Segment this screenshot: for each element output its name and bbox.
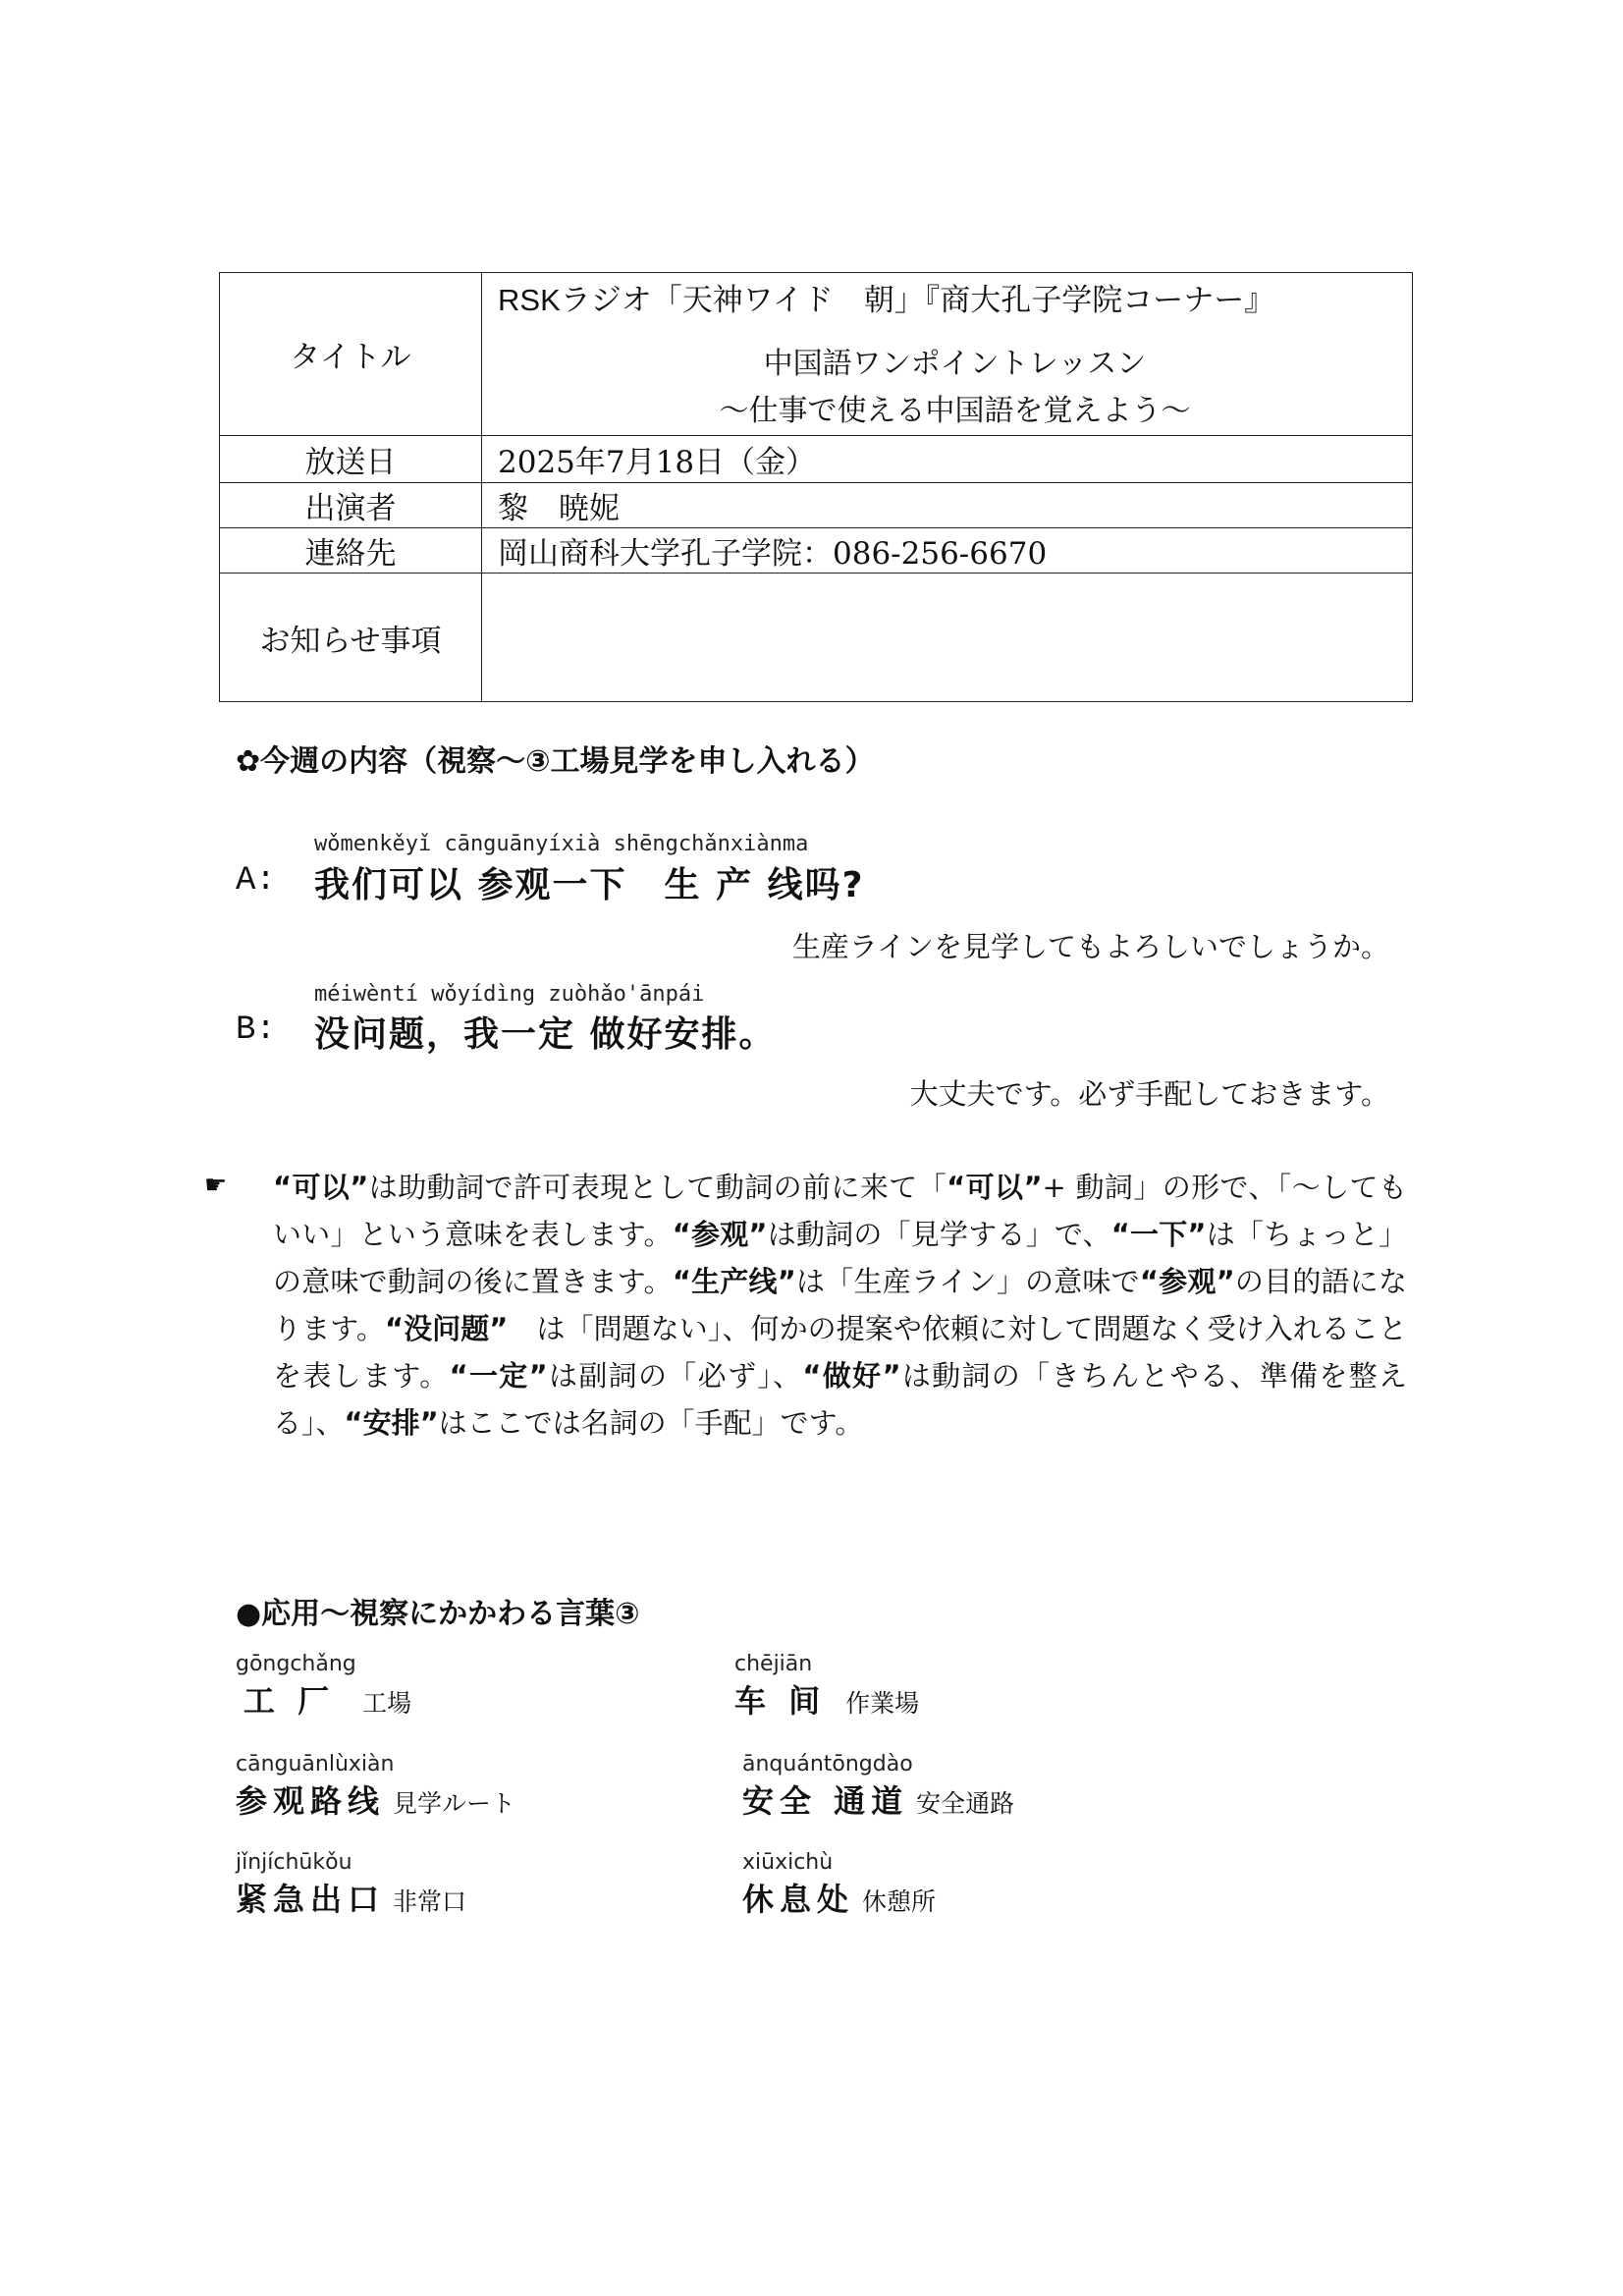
table-row bbox=[220, 436, 1413, 483]
table-row bbox=[220, 574, 1413, 702]
dialogue-a-chinese: 我们可以 参观一下 生 产 线吗? bbox=[314, 865, 865, 905]
vocab-japanese: 見学ルート bbox=[393, 1789, 516, 1818]
vocab-chinese: 参观路线 bbox=[236, 1782, 386, 1820]
table-row bbox=[220, 273, 1413, 436]
explanation-segment: は「生産ライン」の意味で bbox=[795, 1265, 1140, 1298]
dialogue-a-speaker: A: bbox=[236, 862, 276, 900]
explanation-segment: は「ちょっと」の意味で動詞の後に置きます。 bbox=[273, 1218, 1408, 1298]
keyword: “一定” bbox=[449, 1359, 548, 1393]
info-table bbox=[219, 272, 1413, 702]
notice-value bbox=[482, 574, 1413, 702]
vocab-chinese: 紧急出口 bbox=[236, 1881, 386, 1918]
explanation-segment: は動詞の「きちんとやる、準備を整える」、 bbox=[273, 1359, 1407, 1440]
vocab-japanese: 非常口 bbox=[393, 1887, 467, 1916]
vocab-item bbox=[236, 1850, 466, 1920]
notice-label: お知らせ事項 bbox=[220, 574, 482, 702]
explanation-segment: + 動詞」の形で、「～してもいい」という意味を表します。 bbox=[273, 1171, 1407, 1251]
explanation-segment: は「問題ない」、何かの提案や依頼に対して問題なく受け入れることを表します。 bbox=[273, 1312, 1407, 1393]
dialogue-b-japanese: 大丈夫です。必ず手配しておきます。 bbox=[909, 1077, 1389, 1111]
vocab-japanese: 休憩所 bbox=[862, 1887, 937, 1916]
dialogue-a-japanese: 生産ラインを見学してもよろしいでしょうか。 bbox=[791, 930, 1389, 963]
vocab-japanese: 安全通路 bbox=[916, 1789, 1015, 1818]
explanation-segment: は助動詞で許可表現として動詞の前に来て「 bbox=[368, 1171, 947, 1204]
vocab-item bbox=[742, 1850, 936, 1920]
vocab-item bbox=[734, 1652, 919, 1722]
dialogue-b-chinese: 没问题，我一定 做好安排。 bbox=[314, 1014, 777, 1055]
dialogue-a-pinyin: wǒmenkěyǐ cānguānyíxià shēngchǎnxiànma bbox=[314, 832, 809, 856]
performer-value: 黎 暁妮 bbox=[482, 483, 1413, 528]
application-heading: ●応用～視察にかかわる言葉③ bbox=[236, 1597, 640, 1631]
vocab-chinese: 安全 通道 bbox=[742, 1782, 909, 1820]
pointing-hand-icon: ☛ bbox=[204, 1171, 228, 1200]
keyword: “参观” bbox=[672, 1218, 768, 1251]
vocab-japanese: 工場 bbox=[362, 1689, 412, 1718]
title-label: タイトル bbox=[220, 273, 482, 436]
dialogue-b-pinyin: méiwèntí wǒyídìng zuòhǎo'ānpái bbox=[314, 982, 705, 1007]
lesson-subtitle: ～仕事で使える中国語を覚えよう～ bbox=[719, 394, 1191, 428]
vocab-chinese: 休息处 bbox=[742, 1881, 855, 1918]
vocab-pinyin: gōngchǎng bbox=[236, 1652, 356, 1676]
weekly-heading: ✿今週の内容（視察～③工場見学を申し入れる） bbox=[236, 744, 875, 779]
vocab-pinyin: cānguānlùxiàn bbox=[236, 1752, 395, 1777]
vocab-pinyin: ānquántōngdào bbox=[742, 1752, 913, 1777]
explanation-text bbox=[273, 1164, 1407, 1447]
program-title: RSKラジオ「天神ワイド 朝」『商大孔子学院コーナー』 bbox=[498, 283, 1275, 317]
vocab-chinese: 工 厂 bbox=[243, 1682, 336, 1720]
vocab-item bbox=[236, 1652, 411, 1722]
contact-value: 岡山商科大学孔子学院：086-256-6670 bbox=[482, 528, 1413, 574]
vocab-japanese: 作業場 bbox=[845, 1689, 920, 1718]
keyword: “没问题” bbox=[384, 1312, 509, 1345]
lesson-title: 中国語ワンポイントレッスン bbox=[763, 347, 1147, 381]
vocab-pinyin: jǐnjíchūkǒu bbox=[236, 1850, 352, 1875]
broadcast-date-value: 2025年7月18日（金） bbox=[482, 436, 1413, 483]
dialogue-b-speaker: B: bbox=[236, 1011, 276, 1049]
keyword: “可以” bbox=[273, 1171, 369, 1204]
keyword: “生产线” bbox=[672, 1265, 796, 1298]
keyword: “安排” bbox=[344, 1406, 439, 1440]
table-row bbox=[220, 483, 1413, 528]
vocab-chinese: 车 间 bbox=[734, 1682, 827, 1720]
broadcast-date-label: 放送日 bbox=[220, 436, 482, 483]
title-value bbox=[482, 273, 1413, 436]
contact-label: 連絡先 bbox=[220, 528, 482, 574]
keyword: “做好” bbox=[802, 1359, 901, 1393]
performer-label: 出演者 bbox=[220, 483, 482, 528]
keyword: “参观” bbox=[1139, 1265, 1235, 1298]
vocab-pinyin: chējiān bbox=[734, 1652, 813, 1676]
keyword: “一下” bbox=[1110, 1218, 1207, 1251]
vocab-item bbox=[742, 1752, 1014, 1822]
explanation-segment: は動詞の「見学する」で、 bbox=[767, 1218, 1111, 1251]
vocab-item bbox=[236, 1752, 515, 1822]
vocab-pinyin: xiūxichù bbox=[742, 1850, 834, 1875]
keyword: “可以” bbox=[947, 1171, 1043, 1204]
explanation-segment: の目的語になります。 bbox=[273, 1265, 1407, 1345]
explanation-segment: は副詞の「必ず」、 bbox=[547, 1359, 803, 1393]
table-row bbox=[220, 528, 1413, 574]
explanation-segment: はここでは名詞の「手配」です。 bbox=[438, 1406, 864, 1440]
